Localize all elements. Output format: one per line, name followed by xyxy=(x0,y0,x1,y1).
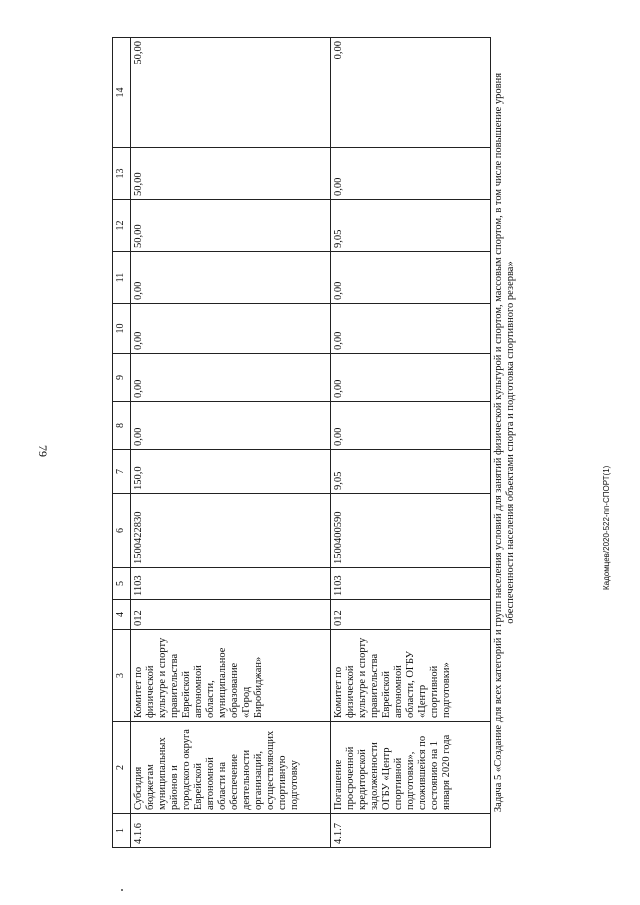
row-cell: 9,05 xyxy=(331,450,491,494)
column-number-cell: 10 xyxy=(113,304,131,354)
row-cell: 1500422830 xyxy=(131,494,331,568)
row-cell: 0,00 xyxy=(331,304,491,354)
row-cell: 0,00 xyxy=(331,148,491,200)
rotated-table-container xyxy=(112,41,587,848)
scan-speck xyxy=(121,889,123,891)
row-cell: 012 xyxy=(131,600,331,630)
column-number-cell: 14 xyxy=(113,38,131,148)
column-number-cell: 7 xyxy=(113,450,131,494)
program-table xyxy=(112,37,519,848)
task-row xyxy=(491,38,520,848)
row-cell: 0,00 xyxy=(331,38,491,148)
row-cell: 0,00 xyxy=(131,304,331,354)
column-number-cell: 3 xyxy=(113,630,131,722)
task-heading: Задача 5 «Создание для всех категорий и групп населения условий для занятий физической культурой и спортом, массовым спортом, в том числе повышение уровня обеспеченности населения объектами спорта и подготовка спортивного резерва» xyxy=(491,38,520,848)
row-cell: 50,00 xyxy=(131,200,331,252)
column-number-cell: 13 xyxy=(113,148,131,200)
column-number-cell: 11 xyxy=(113,252,131,304)
column-number-cell: 2 xyxy=(113,722,131,814)
page-number: 79 xyxy=(36,445,50,457)
row-cell: 0,00 xyxy=(131,252,331,304)
column-number-cell: 5 xyxy=(113,568,131,600)
column-number-cell: 9 xyxy=(113,354,131,402)
row-cell: 1103 xyxy=(131,568,331,600)
row-cell: 1103 xyxy=(331,568,491,600)
row-name: Погашение просроченной кредиторской задолженности ОГБУ «Центр спортивной подготовки», сложившейся по состоянию на 1 января 2020 года xyxy=(331,722,491,814)
row-name: Субсидия бюджетам муниципальных районов и городского округа Еврейской автономной области на обеспечение деятельности организаций, осуществляющих спортивную подготовку xyxy=(131,722,331,814)
row-cell: 0,00 xyxy=(331,402,491,450)
column-number-cell: 1 xyxy=(113,814,131,848)
row-cell: 1500400590 xyxy=(331,494,491,568)
row-cell: 0,00 xyxy=(131,402,331,450)
row-code: 4.1.7 xyxy=(331,814,491,848)
row-cell: 0,00 xyxy=(331,252,491,304)
row-cell: 0,00 xyxy=(131,354,331,402)
column-number-cell: 4 xyxy=(113,600,131,630)
row-executor: Комитет по физической культуре и спорту правительства Еврейской автономной области, муниципальное образование «Город Биробиджан» xyxy=(131,630,331,722)
row-cell: 0,00 xyxy=(331,354,491,402)
footer-note: Кадомцев/2020-522-пп-СПОРТ(1) xyxy=(602,465,611,590)
column-number-cell: 8 xyxy=(113,402,131,450)
row-cell: 012 xyxy=(331,600,491,630)
row-executor: Комитет по физической культуре и спорту правительства Еврейской автономной области, ОГБУ «Центр спортивной подготовки» xyxy=(331,630,491,722)
row-cell: 50,00 xyxy=(131,148,331,200)
column-number-cell: 12 xyxy=(113,200,131,252)
column-number-cell: 6 xyxy=(113,494,131,568)
row-cell: 150,0 xyxy=(131,450,331,494)
table-row xyxy=(331,38,491,848)
table-row xyxy=(131,38,331,848)
row-cell: 9,05 xyxy=(331,200,491,252)
row-cell: 50,00 xyxy=(131,38,331,148)
row-code: 4.1.6 xyxy=(131,814,331,848)
column-number-row xyxy=(113,38,131,848)
